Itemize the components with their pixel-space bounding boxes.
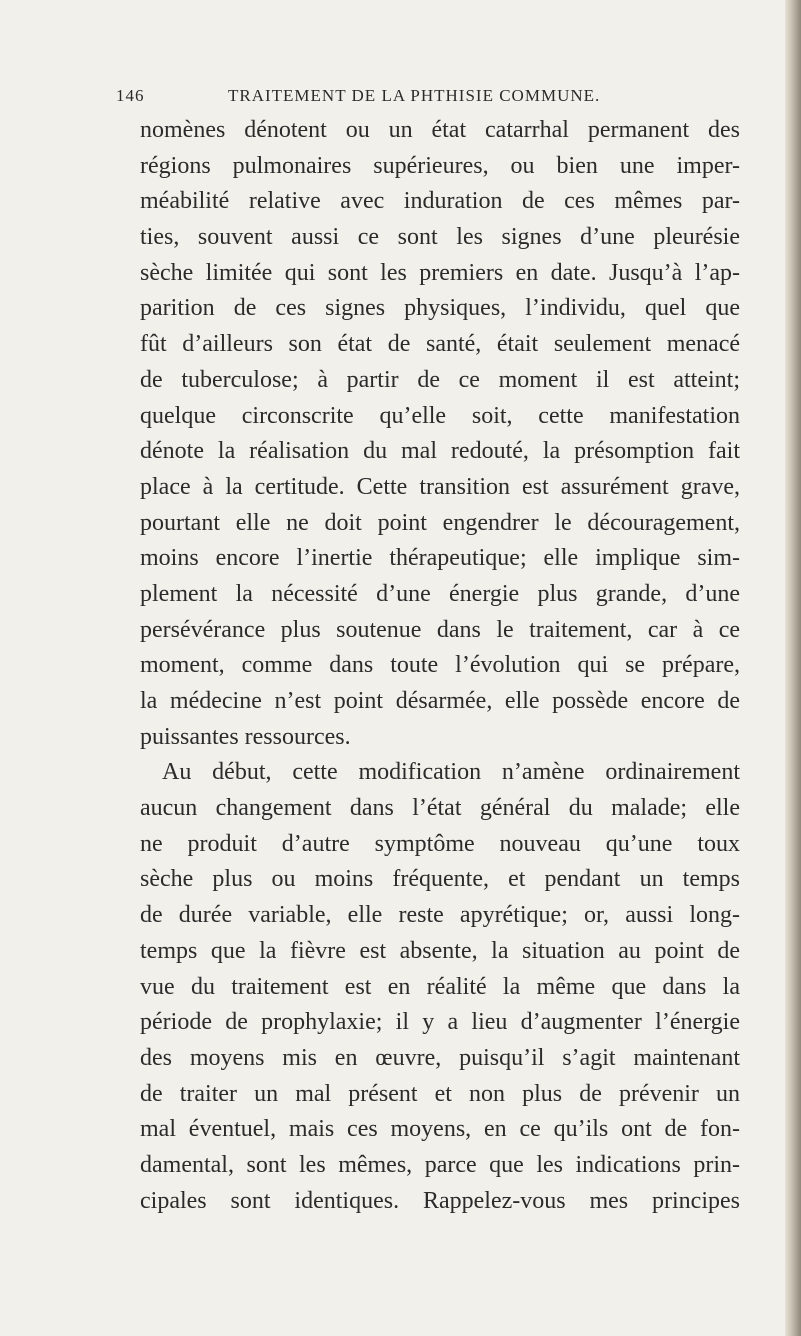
text-line: plement la nécessité d’une énergie plus grande, d’une [140, 580, 740, 607]
text-line: moins encore l’inertie thérapeutique; elle implique sim- [140, 545, 740, 572]
page-header [116, 86, 716, 110]
text-line: temps que la fièvre est absente, la situation au point de [140, 937, 740, 964]
text-line: parition de ces signes physiques, l’individu, quel que [140, 295, 740, 322]
text-line: mal éventuel, mais ces moyens, en ce qu’ils ont de fon- [140, 1116, 740, 1143]
text-line: période de prophylaxie; il y a lieu d’augmenter l’énergie [140, 1009, 740, 1036]
text-line: moment, comme dans toute l’évolution qui se prépare, [140, 652, 740, 679]
page-number: 146 [116, 86, 145, 105]
text-line: damental, sont les mêmes, parce que les indications prin- [140, 1151, 740, 1178]
text-line: méabilité relative avec induration de ces mêmes par- [140, 188, 740, 215]
text-line: la médecine n’est point désarmée, elle possède encore de [140, 688, 740, 714]
page-edge-shadow [785, 0, 801, 1336]
text-line: fût d’ailleurs son état de santé, était seulement menacé [140, 331, 740, 358]
text-line: sèche limitée qui sont les premiers en date. Jusqu’à l’ap- [140, 259, 740, 286]
text-line: régions pulmonaires supérieures, ou bien une imper- [140, 152, 740, 179]
text-line: sèche plus ou moins fréquente, et pendant un temps [140, 866, 740, 893]
paragraph-start-line: Au début, cette modification n’amène ordinairement [162, 759, 740, 786]
text-line: vue du traitement est en réalité la même que dans la [140, 973, 740, 1000]
running-title: TRAITEMENT DE LA PHTHISIE COMMUNE. [228, 86, 601, 105]
text-line: pourtant elle ne doit point engendrer le découragement, [140, 509, 740, 536]
text-line: place à la certitude. Cette transition est assurément grave, [140, 473, 740, 500]
paragraph-end-line: puissantes ressources. [140, 723, 351, 750]
text-line: persévérance plus soutenue dans le traitement, car à ce [140, 616, 740, 643]
text-line: cipales sont identiques. Rappelez-vous mes principes [140, 1187, 740, 1214]
text-line: quelque circonscrite qu’elle soit, cette manifestation [140, 402, 740, 429]
text-line: ne produit d’autre symptôme nouveau qu’une toux [140, 830, 740, 857]
text-line: ties, souvent aussi ce sont les signes d’une pleurésie [140, 224, 740, 251]
text-line: aucun changement dans l’état général du malade; elle [140, 795, 740, 822]
text-line: nomènes dénotent ou un état catarrhal permanent des [140, 117, 740, 143]
text-line: de durée variable, elle reste apyrétique; or, aussi long- [140, 902, 740, 929]
text-line: de tuberculose; à partir de ce moment il est atteint; [140, 366, 740, 393]
text-line: de traiter un mal présent et non plus de prévenir un [140, 1080, 740, 1107]
body-text [140, 113, 740, 1219]
text-line: des moyens mis en œuvre, puisqu’il s’agit maintenant [140, 1044, 740, 1071]
text-line: dénote la réalisation du mal redouté, la présomption fait [140, 438, 740, 465]
